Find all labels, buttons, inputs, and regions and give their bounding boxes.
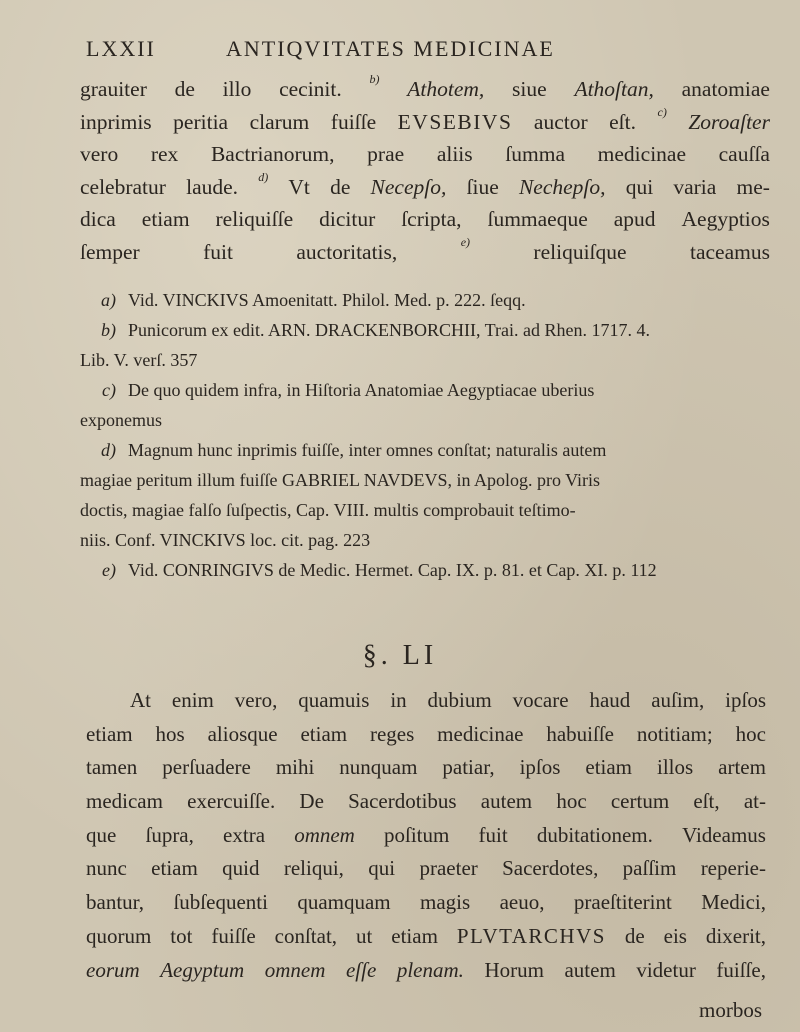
main-text-top	[80, 73, 770, 268]
word: laude.	[186, 174, 239, 199]
word: etiam	[151, 856, 198, 881]
word: dicitur	[319, 207, 376, 231]
footnote-text: niis. Conf. VINCKIVS loc. cit. pag. 223	[80, 530, 371, 550]
text-line	[86, 852, 766, 886]
word: ut	[355, 923, 373, 948]
word: habuiſſe	[546, 721, 614, 746]
footnote-line	[80, 345, 770, 375]
word: Aegyptios	[681, 207, 770, 231]
word: de	[330, 174, 351, 199]
word: magis	[420, 890, 471, 915]
word: haud	[589, 688, 631, 712]
text-line	[86, 684, 766, 718]
word: Necepſo,	[370, 174, 447, 199]
word: autem	[564, 957, 616, 982]
word: ſubſequenti	[173, 890, 268, 915]
word: fuiſſe,	[716, 957, 766, 982]
word: qui	[625, 174, 654, 199]
word: fuiſſe	[211, 923, 256, 948]
text-line	[80, 171, 770, 204]
word: conſtat,	[274, 923, 338, 948]
word: dica	[80, 207, 116, 231]
footnote-text: Magnum hunc inprimis fuiſſe, inter omnes conſtat; naturalis autem	[128, 440, 607, 460]
word: que	[86, 822, 117, 847]
word: etiam	[585, 755, 633, 780]
word: eſt.	[609, 109, 636, 134]
word: quamuis	[298, 688, 370, 712]
word: ſumma	[505, 142, 566, 166]
running-title: ANTIQVITATES MEDICINAE	[226, 36, 555, 61]
word: ſcripta,	[401, 207, 462, 231]
word: Sacerdotes,	[502, 856, 599, 881]
word: etiam	[141, 207, 190, 231]
word: Medici,	[701, 890, 766, 915]
word: medicam	[86, 789, 163, 814]
word: Vt	[288, 174, 310, 199]
word: quorum	[86, 923, 152, 948]
word: qui	[368, 856, 396, 881]
footnote-text: De quo quidem infra, in Hiſtoria Anatomiae Aegyptiacae uberius	[128, 380, 595, 400]
word: autem	[480, 789, 533, 814]
word: PLVTARCHVS	[456, 923, 606, 948]
word: eſſe	[345, 957, 377, 982]
word: hos	[155, 721, 185, 746]
section-heading: §. LI	[362, 640, 438, 671]
footnote-line	[80, 435, 770, 465]
word: bantur,	[86, 890, 145, 915]
word: auſim,	[651, 688, 705, 712]
footnote-mark: a)	[101, 290, 116, 310]
footnote-ref: e)	[460, 234, 471, 249]
word: Nechepſo,	[518, 174, 606, 199]
footnote-line	[80, 495, 770, 525]
word: Videamus	[682, 822, 766, 847]
text-line	[86, 819, 766, 853]
word: ſupra,	[145, 822, 194, 847]
word: Horum	[484, 957, 544, 982]
word: Aegyptum	[160, 957, 245, 982]
word: peritia	[173, 109, 229, 134]
text-line	[80, 236, 770, 269]
word: exercuiſſe.	[187, 789, 276, 814]
word: plenam.	[396, 957, 464, 982]
text-line	[80, 106, 770, 139]
word: apud	[613, 207, 656, 231]
word: aliosque	[207, 721, 278, 746]
word: illo	[222, 77, 252, 101]
word: enim	[171, 688, 214, 712]
word: illos	[656, 755, 694, 780]
word: tamen	[86, 755, 138, 780]
text-line	[86, 886, 766, 920]
word: reliquiſque	[533, 239, 627, 264]
text-line	[86, 954, 766, 988]
word: At	[130, 688, 151, 712]
word: grauiter	[80, 77, 147, 101]
footnote-ref: b)	[369, 72, 380, 86]
footnote-line	[80, 525, 770, 555]
text-line	[86, 718, 766, 752]
word: etiam	[86, 721, 133, 746]
word: paſſim	[622, 856, 677, 881]
footnote-ref: d)	[258, 169, 269, 184]
word: medicinae	[597, 142, 686, 166]
word: ſummaeque	[487, 207, 588, 231]
word: dixerit,	[705, 923, 766, 948]
word: eorum	[86, 957, 140, 982]
word: vocare	[512, 688, 569, 712]
footnote-text: Punicorum ex edit. ARN. DRACKENBORCHII, Trai. ad Rhen. 1717. 4.	[128, 320, 650, 340]
word: videtur	[636, 957, 696, 982]
word: De	[299, 789, 324, 814]
word: Bactrianorum,	[210, 142, 335, 166]
footnote-mark: b)	[101, 320, 116, 340]
word: quid	[222, 856, 260, 881]
word: dubitationem.	[536, 822, 653, 847]
word: siue	[512, 77, 547, 101]
word: taceamus	[689, 239, 770, 264]
word: aeuo,	[499, 890, 545, 915]
word: rex	[150, 142, 179, 166]
word: notitiam;	[636, 721, 713, 746]
word: omnem	[294, 822, 355, 847]
word: praeter	[419, 856, 478, 881]
word: in	[390, 688, 407, 712]
word: reliqui,	[283, 856, 344, 881]
footnote-text: magiae peritum illum fuiſſe GABRIEL NAVDEVS, in Apolog. pro Viris	[80, 470, 601, 490]
word: ipſos	[725, 688, 766, 712]
word: reliquiſſe	[215, 207, 294, 231]
section-paragraph	[86, 684, 766, 987]
word: auctoritatis,	[296, 239, 398, 264]
word: fuit	[478, 822, 508, 847]
word: reges	[369, 721, 415, 746]
footnote-line	[80, 315, 770, 345]
word: extra	[223, 822, 266, 847]
footnote-line	[80, 405, 770, 435]
word: clarum	[249, 109, 310, 134]
word: varia	[673, 174, 717, 199]
word: quamquam	[297, 890, 391, 915]
word: patiar,	[442, 755, 495, 780]
word: mihi	[275, 755, 315, 780]
text-line	[80, 138, 770, 171]
word: cecinit.	[279, 77, 342, 101]
running-header	[86, 36, 760, 62]
catchword: morbos	[699, 998, 762, 1022]
word: de	[624, 923, 645, 948]
word: dubium	[427, 688, 492, 712]
footnote-text: Vid. CONRINGIVS de Medic. Hermet. Cap. IX. p. 81. et Cap. XI. p. 112	[128, 560, 657, 580]
footnote-text: Vid. VINCKIVS Amoenitatt. Philol. Med. p. 222. ſeqq.	[128, 290, 526, 310]
word: medicinae	[437, 721, 524, 746]
word: ſiue	[466, 174, 499, 199]
word: nunc	[86, 856, 127, 881]
word: nunquam	[339, 755, 418, 780]
word: EVSEBIVS	[397, 109, 513, 134]
word: artem	[718, 755, 766, 780]
footnotes	[80, 285, 770, 585]
word: Athotem,	[407, 77, 485, 101]
text-line	[86, 751, 766, 785]
word: hoc	[735, 721, 766, 746]
word: at-	[743, 789, 766, 814]
word: vero,	[234, 688, 278, 712]
word: Sacerdotibus	[348, 789, 457, 814]
word: certum	[610, 789, 670, 814]
word: vero	[80, 142, 119, 166]
word: etiam	[300, 721, 348, 746]
text-line	[86, 920, 766, 954]
text-line	[80, 73, 770, 106]
footnote-mark: d)	[101, 440, 116, 460]
word: poſitum	[384, 822, 450, 847]
footnote-text: doctis, magiae falſo ſuſpectis, Cap. VIII. multis comprobauit teſtimo-	[80, 500, 576, 520]
footnote-mark: e)	[102, 560, 116, 580]
word: tot	[170, 923, 193, 948]
word: eſt,	[693, 789, 720, 814]
footnote-line	[80, 465, 770, 495]
footnote-line	[80, 555, 770, 585]
page-number: LXXII	[86, 36, 156, 61]
footnote-mark: c)	[102, 380, 116, 400]
word: me-	[736, 174, 770, 199]
word: prae	[367, 142, 405, 166]
word: etiam	[391, 923, 438, 948]
word: de	[174, 77, 195, 101]
word: Zoroaſter	[688, 109, 770, 134]
word: auctor	[533, 109, 588, 134]
text-line	[86, 785, 766, 819]
word: celebratur	[80, 174, 166, 199]
footnote-line	[80, 285, 770, 315]
word: omnem	[264, 957, 326, 982]
footnote-text: Lib. V. verſ. 357	[80, 350, 198, 370]
word: praeſtiterint	[573, 890, 672, 915]
word: eis	[663, 923, 687, 948]
word: aliis	[436, 142, 473, 166]
text-line	[80, 203, 770, 236]
word: ſemper	[80, 239, 140, 264]
word: reperie-	[700, 856, 766, 881]
footnote-line	[80, 375, 770, 405]
word: fuiſſe	[330, 109, 377, 134]
footnote-ref: c)	[657, 104, 667, 119]
word: cauſſa	[718, 142, 770, 166]
word: perſuadere	[162, 755, 251, 780]
word: inprimis	[80, 109, 152, 134]
word: anatomiae	[681, 77, 770, 101]
footnote-text: exponemus	[80, 410, 162, 430]
word: Athoſtan,	[574, 77, 654, 101]
word: hoc	[556, 789, 587, 814]
word: fuit	[203, 239, 233, 264]
word: ipſos	[519, 755, 561, 780]
